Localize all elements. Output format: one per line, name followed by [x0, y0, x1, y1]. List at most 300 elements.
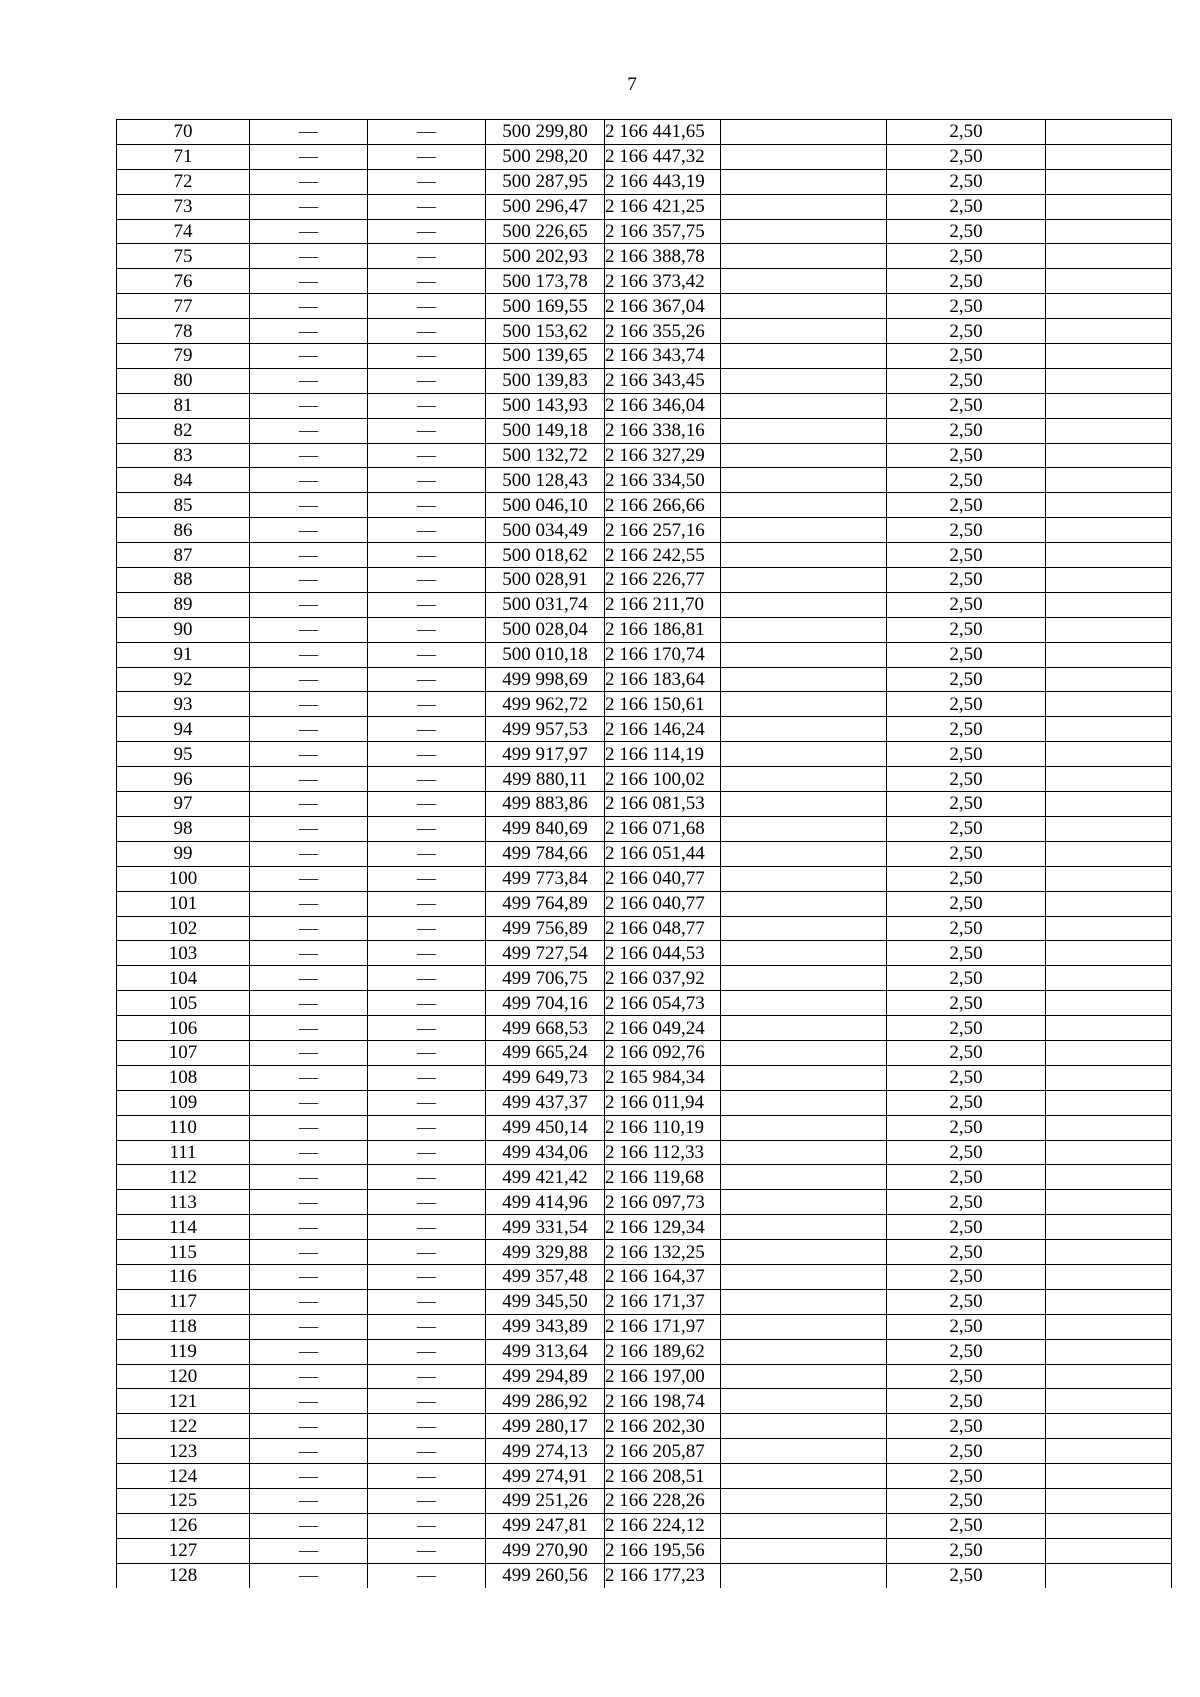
cell-empty [1046, 1439, 1172, 1464]
cell-y-coordinate: 2 166 421,25 [605, 194, 721, 219]
cell-dash-1: — [250, 916, 368, 941]
cell-empty [1046, 1040, 1172, 1065]
cell-x-coordinate: 499 414,96 [486, 1190, 605, 1215]
cell-point-number: 70 [117, 120, 250, 145]
table-row [117, 493, 1172, 518]
cell-empty [1046, 443, 1172, 468]
cell-empty [1046, 344, 1172, 369]
cell-x-coordinate: 500 139,83 [486, 368, 605, 393]
cell-point-number: 99 [117, 841, 250, 866]
cell-dash-2: — [368, 816, 486, 841]
cell-dash-2: — [368, 991, 486, 1016]
cell-point-number: 114 [117, 1215, 250, 1240]
cell-accuracy: 2,50 [887, 169, 1046, 194]
cell-y-coordinate: 2 166 051,44 [605, 841, 721, 866]
cell-point-number: 92 [117, 667, 250, 692]
cell-point-number: 109 [117, 1090, 250, 1115]
cell-point-number: 87 [117, 543, 250, 568]
cell-x-coordinate: 499 251,26 [486, 1488, 605, 1513]
cell-dash-1: — [250, 418, 368, 443]
table-row [117, 418, 1172, 443]
cell-empty [721, 493, 887, 518]
cell-dash-1: — [250, 219, 368, 244]
cell-point-number: 122 [117, 1414, 250, 1439]
cell-dash-2: — [368, 1538, 486, 1563]
cell-dash-1: — [250, 294, 368, 319]
cell-x-coordinate: 500 139,65 [486, 344, 605, 369]
cell-empty [1046, 393, 1172, 418]
cell-x-coordinate: 500 298,20 [486, 144, 605, 169]
cell-empty [721, 742, 887, 767]
page-number: 7 [627, 74, 637, 95]
table-body [117, 120, 1172, 1588]
cell-point-number: 80 [117, 368, 250, 393]
cell-y-coordinate: 2 166 129,34 [605, 1215, 721, 1240]
cell-y-coordinate: 2 166 049,24 [605, 1016, 721, 1041]
cell-point-number: 95 [117, 742, 250, 767]
cell-empty [721, 866, 887, 891]
cell-dash-2: — [368, 1240, 486, 1265]
cell-empty [721, 319, 887, 344]
cell-dash-2: — [368, 418, 486, 443]
table-row [117, 518, 1172, 543]
cell-empty [721, 518, 887, 543]
cell-y-coordinate: 2 166 171,97 [605, 1314, 721, 1339]
cell-accuracy: 2,50 [887, 244, 1046, 269]
table-row [117, 319, 1172, 344]
cell-dash-1: — [250, 1215, 368, 1240]
cell-accuracy: 2,50 [887, 493, 1046, 518]
table-row [117, 1264, 1172, 1289]
cell-x-coordinate: 499 247,81 [486, 1513, 605, 1538]
cell-dash-2: — [368, 144, 486, 169]
cell-dash-1: — [250, 468, 368, 493]
cell-empty [721, 767, 887, 792]
cell-x-coordinate: 500 202,93 [486, 244, 605, 269]
cell-y-coordinate: 2 166 441,65 [605, 120, 721, 145]
cell-empty [721, 1165, 887, 1190]
cell-y-coordinate: 2 166 197,00 [605, 1364, 721, 1389]
cell-point-number: 127 [117, 1538, 250, 1563]
cell-x-coordinate: 499 274,13 [486, 1439, 605, 1464]
cell-dash-1: — [250, 144, 368, 169]
cell-empty [1046, 1339, 1172, 1364]
cell-empty [721, 916, 887, 941]
cell-dash-1: — [250, 1389, 368, 1414]
cell-y-coordinate: 2 166 119,68 [605, 1165, 721, 1190]
cell-empty [1046, 966, 1172, 991]
cell-point-number: 74 [117, 219, 250, 244]
cell-empty [721, 1289, 887, 1314]
cell-point-number: 118 [117, 1314, 250, 1339]
cell-x-coordinate: 499 668,53 [486, 1016, 605, 1041]
cell-point-number: 119 [117, 1339, 250, 1364]
cell-y-coordinate: 2 166 189,62 [605, 1339, 721, 1364]
cell-dash-2: — [368, 1364, 486, 1389]
cell-x-coordinate: 499 357,48 [486, 1264, 605, 1289]
cell-point-number: 121 [117, 1389, 250, 1414]
cell-x-coordinate: 499 280,17 [486, 1414, 605, 1439]
table-row [117, 592, 1172, 617]
table-row [117, 1513, 1172, 1538]
cell-accuracy: 2,50 [887, 543, 1046, 568]
cell-dash-1: — [250, 891, 368, 916]
cell-dash-1: — [250, 1016, 368, 1041]
cell-empty [1046, 269, 1172, 294]
cell-empty [721, 1513, 887, 1538]
cell-dash-1: — [250, 368, 368, 393]
cell-dash-1: — [250, 269, 368, 294]
cell-empty [1046, 1314, 1172, 1339]
cell-empty [721, 1414, 887, 1439]
table-row [117, 1464, 1172, 1489]
cell-empty [721, 717, 887, 742]
coordinates-table [116, 119, 1172, 1588]
cell-dash-2: — [368, 1165, 486, 1190]
cell-empty [1046, 891, 1172, 916]
cell-empty [1046, 1240, 1172, 1265]
table-row [117, 1140, 1172, 1165]
cell-dash-2: — [368, 543, 486, 568]
cell-y-coordinate: 2 166 040,77 [605, 891, 721, 916]
cell-x-coordinate: 499 331,54 [486, 1215, 605, 1240]
cell-x-coordinate: 500 149,18 [486, 418, 605, 443]
cell-y-coordinate: 2 166 343,74 [605, 344, 721, 369]
cell-dash-2: — [368, 916, 486, 941]
cell-empty [721, 344, 887, 369]
cell-accuracy: 2,50 [887, 1538, 1046, 1563]
cell-x-coordinate: 500 010,18 [486, 642, 605, 667]
cell-empty [721, 393, 887, 418]
cell-empty [1046, 368, 1172, 393]
cell-dash-2: — [368, 866, 486, 891]
cell-y-coordinate: 2 166 198,74 [605, 1389, 721, 1414]
cell-accuracy: 2,50 [887, 1464, 1046, 1489]
table-row [117, 468, 1172, 493]
cell-x-coordinate: 500 143,93 [486, 393, 605, 418]
cell-accuracy: 2,50 [887, 294, 1046, 319]
cell-x-coordinate: 499 764,89 [486, 891, 605, 916]
cell-x-coordinate: 499 917,97 [486, 742, 605, 767]
cell-dash-2: — [368, 1289, 486, 1314]
cell-x-coordinate: 499 434,06 [486, 1140, 605, 1165]
cell-dash-1: — [250, 1090, 368, 1115]
table-row [117, 1165, 1172, 1190]
cell-empty [1046, 1488, 1172, 1513]
cell-x-coordinate: 499 727,54 [486, 941, 605, 966]
cell-x-coordinate: 499 706,75 [486, 966, 605, 991]
cell-empty [1046, 742, 1172, 767]
cell-dash-2: — [368, 767, 486, 792]
table-row [117, 1488, 1172, 1513]
table-row [117, 1190, 1172, 1215]
cell-empty [721, 244, 887, 269]
cell-dash-1: — [250, 866, 368, 891]
cell-dash-2: — [368, 1414, 486, 1439]
cell-point-number: 102 [117, 916, 250, 941]
cell-point-number: 108 [117, 1065, 250, 1090]
cell-point-number: 101 [117, 891, 250, 916]
cell-point-number: 116 [117, 1264, 250, 1289]
cell-dash-2: — [368, 692, 486, 717]
cell-dash-2: — [368, 568, 486, 593]
cell-point-number: 103 [117, 941, 250, 966]
cell-dash-2: — [368, 841, 486, 866]
cell-dash-1: — [250, 1040, 368, 1065]
cell-accuracy: 2,50 [887, 816, 1046, 841]
cell-x-coordinate: 499 665,24 [486, 1040, 605, 1065]
cell-accuracy: 2,50 [887, 144, 1046, 169]
cell-accuracy: 2,50 [887, 617, 1046, 642]
cell-empty [1046, 717, 1172, 742]
cell-empty [1046, 1289, 1172, 1314]
cell-y-coordinate: 2 166 338,16 [605, 418, 721, 443]
cell-x-coordinate: 499 773,84 [486, 866, 605, 891]
cell-y-coordinate: 2 166 186,81 [605, 617, 721, 642]
cell-dash-2: — [368, 742, 486, 767]
cell-dash-1: — [250, 443, 368, 468]
cell-empty [1046, 667, 1172, 692]
cell-dash-1: — [250, 1563, 368, 1587]
cell-dash-2: — [368, 1488, 486, 1513]
cell-x-coordinate: 499 329,88 [486, 1240, 605, 1265]
cell-x-coordinate: 500 296,47 [486, 194, 605, 219]
cell-accuracy: 2,50 [887, 991, 1046, 1016]
cell-point-number: 100 [117, 866, 250, 891]
cell-x-coordinate: 499 840,69 [486, 816, 605, 841]
cell-y-coordinate: 2 166 343,45 [605, 368, 721, 393]
cell-point-number: 106 [117, 1016, 250, 1041]
cell-accuracy: 2,50 [887, 667, 1046, 692]
cell-dash-1: — [250, 767, 368, 792]
cell-point-number: 94 [117, 717, 250, 742]
cell-y-coordinate: 2 166 205,87 [605, 1439, 721, 1464]
cell-empty [721, 418, 887, 443]
cell-x-coordinate: 499 345,50 [486, 1289, 605, 1314]
cell-y-coordinate: 2 166 242,55 [605, 543, 721, 568]
cell-point-number: 82 [117, 418, 250, 443]
cell-dash-2: — [368, 592, 486, 617]
cell-point-number: 97 [117, 792, 250, 817]
cell-dash-2: — [368, 269, 486, 294]
cell-dash-1: — [250, 1140, 368, 1165]
cell-y-coordinate: 2 166 208,51 [605, 1464, 721, 1489]
cell-dash-2: — [368, 219, 486, 244]
cell-empty [1046, 1464, 1172, 1489]
cell-x-coordinate: 500 153,62 [486, 319, 605, 344]
cell-empty [721, 1240, 887, 1265]
cell-empty [721, 1016, 887, 1041]
cell-accuracy: 2,50 [887, 1215, 1046, 1240]
cell-accuracy: 2,50 [887, 1563, 1046, 1587]
table-row [117, 144, 1172, 169]
cell-y-coordinate: 2 166 100,02 [605, 767, 721, 792]
cell-x-coordinate: 500 031,74 [486, 592, 605, 617]
cell-y-coordinate: 2 166 355,26 [605, 319, 721, 344]
cell-empty [1046, 617, 1172, 642]
cell-empty [1046, 493, 1172, 518]
cell-y-coordinate: 2 166 228,26 [605, 1488, 721, 1513]
cell-dash-1: — [250, 543, 368, 568]
cell-accuracy: 2,50 [887, 1314, 1046, 1339]
cell-accuracy: 2,50 [887, 1140, 1046, 1165]
table-row [117, 568, 1172, 593]
cell-accuracy: 2,50 [887, 518, 1046, 543]
table-row [117, 866, 1172, 891]
cell-point-number: 84 [117, 468, 250, 493]
cell-dash-1: — [250, 244, 368, 269]
cell-dash-1: — [250, 1464, 368, 1489]
cell-dash-1: — [250, 194, 368, 219]
cell-accuracy: 2,50 [887, 194, 1046, 219]
table-row [117, 1314, 1172, 1339]
cell-point-number: 91 [117, 642, 250, 667]
cell-dash-1: — [250, 1264, 368, 1289]
cell-dash-2: — [368, 1065, 486, 1090]
cell-empty [721, 1264, 887, 1289]
table-row [117, 642, 1172, 667]
cell-dash-2: — [368, 1314, 486, 1339]
table-row [117, 169, 1172, 194]
cell-empty [1046, 1115, 1172, 1140]
cell-point-number: 111 [117, 1140, 250, 1165]
cell-y-coordinate: 2 166 146,24 [605, 717, 721, 742]
table-row [117, 269, 1172, 294]
cell-empty [1046, 941, 1172, 966]
cell-y-coordinate: 2 166 170,74 [605, 642, 721, 667]
table-row [117, 1090, 1172, 1115]
cell-x-coordinate: 499 343,89 [486, 1314, 605, 1339]
cell-empty [1046, 816, 1172, 841]
table-row [117, 120, 1172, 145]
cell-x-coordinate: 499 421,42 [486, 1165, 605, 1190]
cell-x-coordinate: 499 270,90 [486, 1538, 605, 1563]
cell-y-coordinate: 2 166 195,56 [605, 1538, 721, 1563]
table-row [117, 443, 1172, 468]
cell-empty [721, 1190, 887, 1215]
cell-y-coordinate: 2 166 388,78 [605, 244, 721, 269]
table-row [117, 1240, 1172, 1265]
cell-point-number: 112 [117, 1165, 250, 1190]
cell-dash-1: — [250, 941, 368, 966]
cell-accuracy: 2,50 [887, 767, 1046, 792]
table-row [117, 393, 1172, 418]
cell-empty [721, 642, 887, 667]
table-row [117, 742, 1172, 767]
cell-dash-1: — [250, 1289, 368, 1314]
cell-dash-2: — [368, 120, 486, 145]
cell-empty [721, 194, 887, 219]
cell-empty [1046, 1090, 1172, 1115]
cell-dash-2: — [368, 941, 486, 966]
cell-empty [1046, 642, 1172, 667]
table-row [117, 667, 1172, 692]
table-row [117, 368, 1172, 393]
cell-empty [721, 368, 887, 393]
cell-empty [1046, 841, 1172, 866]
cell-y-coordinate: 2 166 011,94 [605, 1090, 721, 1115]
cell-dash-1: — [250, 692, 368, 717]
cell-dash-1: — [250, 393, 368, 418]
cell-empty [1046, 866, 1172, 891]
cell-x-coordinate: 500 028,91 [486, 568, 605, 593]
cell-empty [721, 941, 887, 966]
cell-empty [721, 1464, 887, 1489]
cell-accuracy: 2,50 [887, 418, 1046, 443]
cell-empty [721, 269, 887, 294]
cell-dash-1: — [250, 1065, 368, 1090]
cell-empty [721, 1488, 887, 1513]
cell-point-number: 86 [117, 518, 250, 543]
cell-empty [1046, 1215, 1172, 1240]
cell-accuracy: 2,50 [887, 692, 1046, 717]
cell-dash-1: — [250, 717, 368, 742]
cell-empty [1046, 120, 1172, 145]
cell-y-coordinate: 2 166 183,64 [605, 667, 721, 692]
cell-empty [721, 468, 887, 493]
table-row [117, 1215, 1172, 1240]
cell-dash-2: — [368, 169, 486, 194]
cell-y-coordinate: 2 166 092,76 [605, 1040, 721, 1065]
cell-dash-2: — [368, 717, 486, 742]
table-row [117, 617, 1172, 642]
cell-y-coordinate: 2 166 164,37 [605, 1264, 721, 1289]
cell-point-number: 125 [117, 1488, 250, 1513]
cell-y-coordinate: 2 166 040,77 [605, 866, 721, 891]
table-row [117, 1364, 1172, 1389]
cell-point-number: 77 [117, 294, 250, 319]
cell-empty [1046, 592, 1172, 617]
cell-point-number: 78 [117, 319, 250, 344]
cell-dash-2: — [368, 1389, 486, 1414]
cell-empty [1046, 1264, 1172, 1289]
cell-point-number: 71 [117, 144, 250, 169]
cell-empty [1046, 568, 1172, 593]
cell-accuracy: 2,50 [887, 1240, 1046, 1265]
table-row [117, 1289, 1172, 1314]
table-row [117, 916, 1172, 941]
cell-empty [1046, 319, 1172, 344]
cell-accuracy: 2,50 [887, 966, 1046, 991]
cell-dash-1: — [250, 518, 368, 543]
cell-dash-1: — [250, 841, 368, 866]
cell-x-coordinate: 499 957,53 [486, 717, 605, 742]
table-row [117, 1115, 1172, 1140]
cell-empty [1046, 543, 1172, 568]
cell-dash-1: — [250, 1165, 368, 1190]
cell-empty [1046, 792, 1172, 817]
cell-point-number: 126 [117, 1513, 250, 1538]
cell-y-coordinate: 2 166 112,33 [605, 1140, 721, 1165]
cell-empty [1046, 294, 1172, 319]
cell-dash-2: — [368, 1040, 486, 1065]
table-row [117, 991, 1172, 1016]
cell-point-number: 105 [117, 991, 250, 1016]
cell-accuracy: 2,50 [887, 1190, 1046, 1215]
cell-dash-1: — [250, 1488, 368, 1513]
cell-point-number: 88 [117, 568, 250, 593]
cell-empty [721, 1389, 887, 1414]
cell-dash-1: — [250, 1513, 368, 1538]
cell-point-number: 113 [117, 1190, 250, 1215]
cell-point-number: 90 [117, 617, 250, 642]
cell-dash-2: — [368, 1563, 486, 1587]
cell-y-coordinate: 2 166 132,25 [605, 1240, 721, 1265]
cell-accuracy: 2,50 [887, 1090, 1046, 1115]
cell-accuracy: 2,50 [887, 592, 1046, 617]
cell-dash-2: — [368, 966, 486, 991]
cell-point-number: 81 [117, 393, 250, 418]
